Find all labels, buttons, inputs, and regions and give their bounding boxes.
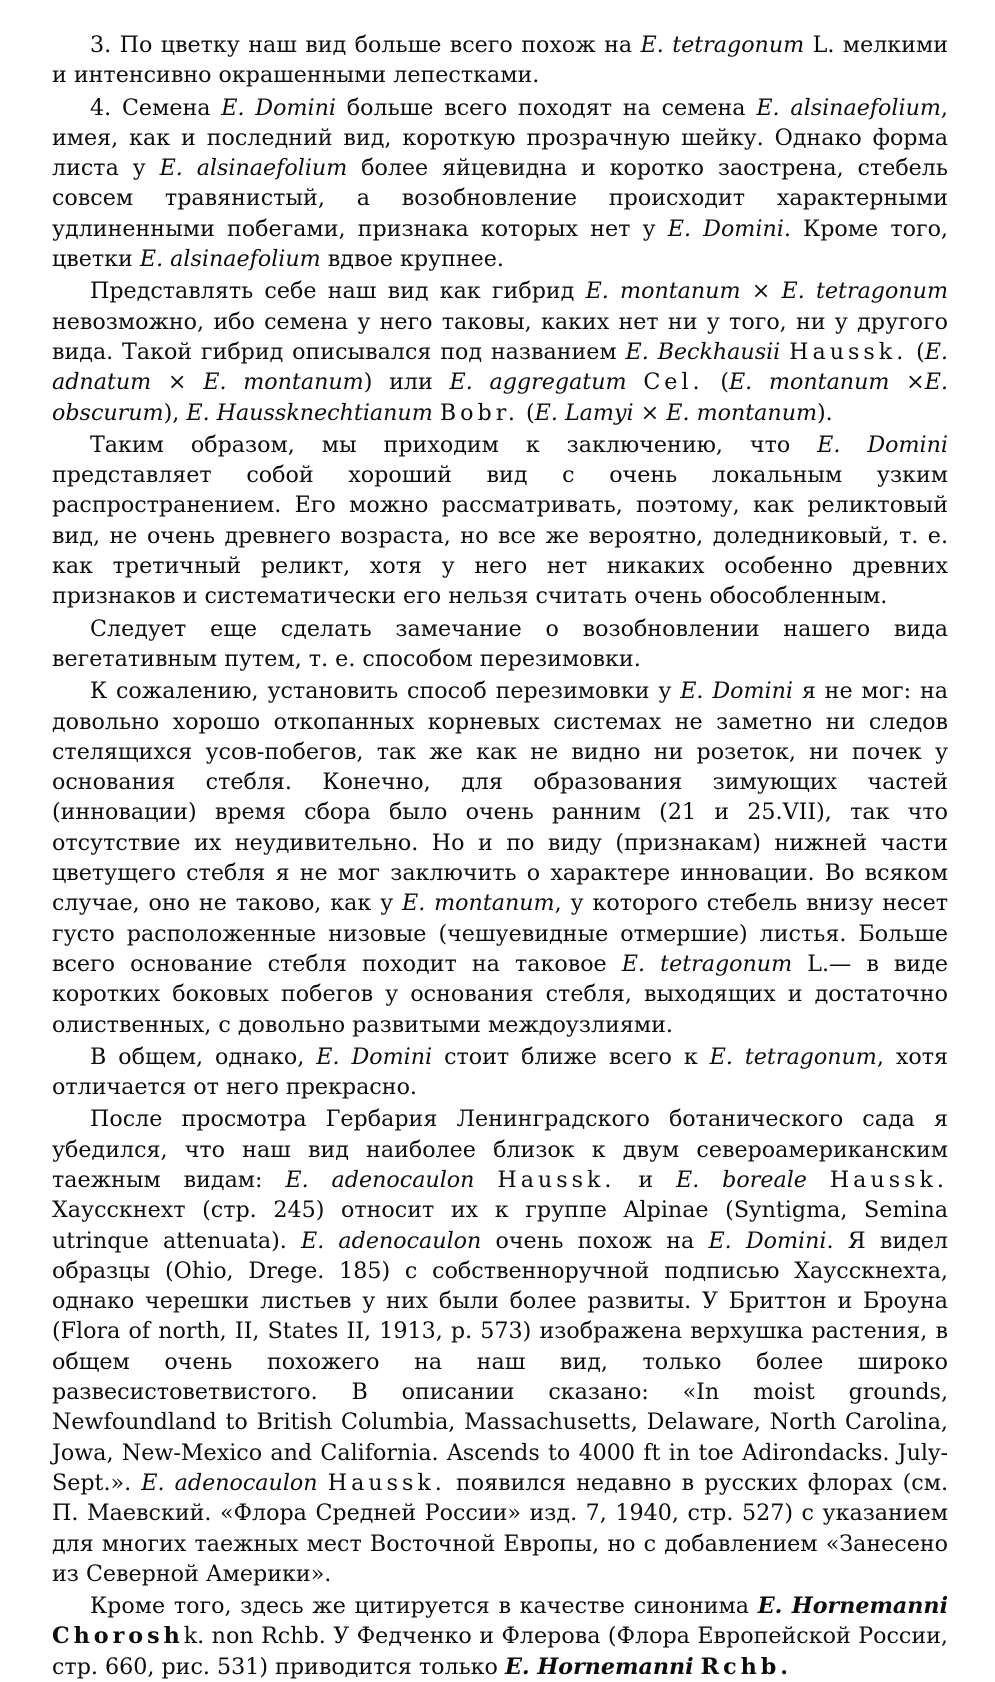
paragraph-8	[52, 1104, 948, 1589]
text-segment: E. adenocaulon	[301, 1227, 482, 1254]
text-segment: E. Hornemanni	[757, 1593, 948, 1620]
text-segment: E. montanum	[402, 890, 555, 917]
text-segment: появился недавно в русских флорах (см. П. Маевский. «Флора Средней России» изд. 7, 1940, стр. 527) с указанием для многих таежных мест Восточной Европы, но с добавлением «Занесено из Северной Америки».	[52, 1469, 948, 1587]
text-segment: Rchb.	[700, 1653, 792, 1680]
text-segment: К сожалению, установить способ перезимовки у	[90, 678, 681, 705]
text-segment	[694, 1654, 701, 1680]
text-segment: стоит ближе всего к	[432, 1043, 710, 1070]
text-segment: Следует еще сделать замечание о возобновлении нашего вида вегетативным путем, т. е. способом перезимовки.	[52, 615, 948, 672]
text-segment: Bobr.	[439, 399, 519, 426]
paragraph-6	[52, 676, 948, 1040]
text-segment: ),	[163, 399, 187, 426]
text-segment: ).	[817, 399, 833, 426]
text-segment: , у которого стебель внизу несет густо расположенные низовые (чешуевидные отмершие) листья. Больше всего основание стебля походит на таковое	[52, 890, 948, 977]
text-segment: , хотя отличается от него прекрасно.	[52, 1043, 949, 1101]
text-segment: Кроме того, здесь же цитируется в качестве синонима	[90, 1593, 758, 1620]
text-segment: очень похож на	[481, 1227, 709, 1254]
paragraph-3	[52, 276, 948, 427]
text-segment	[474, 1167, 497, 1193]
text-segment	[807, 1167, 830, 1193]
text-segment: L. мелкими и интенсивно окрашенными лепестками.	[52, 32, 948, 89]
paragraph-2	[52, 93, 948, 275]
text-segment: E. aggregatum	[449, 369, 627, 396]
text-segment: E. alsinaefolium	[139, 246, 321, 273]
text-segment: невозможно, ибо семена у него таковы, каких нет ни у того, ни у другого вида. Такой гибрид описывался под названием	[52, 308, 948, 365]
text-segment: E. tetragonum	[621, 950, 793, 977]
text-segment: Хаусскнехт (стр. 245) относит их к группе Alpinae (Syntigma, Semina utrinque attenuata).	[52, 1197, 948, 1254]
text-segment: и	[615, 1166, 677, 1193]
text-segment: E. alsinaefolium	[159, 155, 348, 182]
text-segment: E. Domini	[221, 94, 336, 121]
text-segment: E. Beckhausii	[625, 338, 781, 365]
paragraph-7	[52, 1042, 948, 1103]
document-page	[52, 30, 948, 1682]
text-segment: E. alsinaefolium	[756, 94, 941, 121]
paragraph-4	[52, 430, 948, 612]
paragraph-1	[52, 30, 948, 91]
text-segment: E. Domini	[680, 678, 793, 705]
text-segment: более яйцевидна и коротко заострена, стебель совсем травянистый, а возобновление происходит характерными удлиненными побегами, признака которых нет у	[52, 155, 948, 242]
text-segment: . Кроме того, цветки	[52, 215, 948, 273]
text-segment: E. adenocaulon	[141, 1469, 318, 1496]
text-segment: E. adenocaulon	[285, 1166, 475, 1193]
text-segment	[780, 339, 789, 365]
text-segment: E. adnatum × E. montanum	[52, 338, 948, 396]
text-segment: (	[703, 369, 729, 396]
text-segment: (	[518, 399, 535, 426]
text-segment: E. Domini	[316, 1043, 433, 1070]
text-segment: Cel.	[643, 369, 704, 396]
text-segment: E. Hausskneсhtianum	[186, 399, 433, 426]
text-segment: Chorosh	[52, 1623, 184, 1650]
text-segment: E. tetragonum	[640, 32, 805, 58]
text-segment: Таким образом, мы приходим к заключению, что	[90, 431, 818, 458]
text-segment: E. tetragonum	[709, 1043, 877, 1070]
text-segment: E. Domini	[708, 1227, 827, 1254]
text-segment: E. Domini	[817, 431, 948, 458]
paragraph-5	[52, 614, 948, 675]
text-segment: Haussk.	[327, 1469, 446, 1496]
text-segment: , имея, как и последний вид, короткую прозрачную шейку. Однако форма листа у	[52, 94, 948, 182]
text-segment: Haussk.	[789, 338, 908, 365]
text-segment: k. non Rchb. У Федченко и Флерова (Флора Европейской России, стр. 660, рис. 531) приводится только	[52, 1623, 948, 1680]
text-segment: L.— в виде коротких боковых побегов у основания стебля, выходящих и достаточно олиственных, с довольно развитыми междоузлиями.	[52, 950, 949, 1038]
text-segment: представляет собой хороший вид с очень локальным узким распространением. Его можно рассматривать, поэтому, как реликтовый вид, не очень древнего возраста, но все же вероятно, доледниковый, т. е. как третичный реликт, хотя у него нет никаких особенно древних признаков и систематически его нельзя считать очень обособленным.	[52, 462, 948, 610]
text-segment: больше всего походят на семена	[335, 94, 757, 121]
text-segment: E. Hornemanni	[504, 1653, 694, 1680]
text-segment: я не мог: на довольно хорошо откопанных корневых системах не заметно ни следов стелящихся усов-побегов, так же как не видно ни розеток, ни почек у основания стебля. Конечно, для образования зимующих частей (инновации) время сбора было очень ранним (21 и 25.VII), так что отсутствие их неудивительно. Но и по виду (признакам) нижней части цветущего стебля я не мог заключить о характере инновации. Во всяком случае, оно не таково, как у	[52, 678, 948, 917]
text-segment: E. boreale	[676, 1166, 807, 1193]
text-segment: E. montanum ×E. obscurum	[52, 369, 948, 426]
text-segment	[318, 1470, 328, 1496]
text-segment: 4. Семена	[90, 94, 222, 121]
text-segment	[627, 369, 644, 395]
text-segment: Haussk.	[829, 1166, 948, 1193]
text-segment: (	[907, 338, 925, 365]
paragraph-9	[52, 1591, 948, 1682]
text-segment: ) или	[363, 369, 450, 396]
text-segment: Haussk.	[497, 1166, 616, 1193]
text-segment: 3. По цветку наш вид больше всего похож на	[90, 32, 641, 58]
text-segment: После просмотра Гербария Ленинградского ботанического сада я убедился, что наш вид наиболее близок к двум североамериканским таежным видам:	[52, 1106, 948, 1193]
text-segment: E. Lamyi × E. montanum	[534, 399, 818, 426]
text-segment	[433, 400, 440, 426]
text-segment: Представлять себе наш вид как гибрид	[90, 278, 586, 305]
text-segment: вдвое крупнее.	[320, 246, 504, 273]
text-segment: В общем, однако,	[90, 1043, 317, 1070]
text-segment: . Я видел образцы (Ohio, Drege. 185) с собственноручной подписью Хаусскнехта, однако черешки листьев у них были более развиты. У Бриттон и Броуна (Flora of north, II, States II, 1913, p. 573) изображена верхушка растения, в общем очень похожего на наш вид, только более широко развесистоветвистого. В описании сказано: «In moist grounds, Newfoundland to British Columbia, Massachusetts, Delaware, North Carolina, Jowa, New-Mexico and California. Ascends to 4000 ft in toe Adirondacks. July-Sept.».	[52, 1227, 948, 1496]
text-segment: E. Domini	[667, 215, 784, 242]
text-segment: E. montanum × E. tetragonum	[585, 278, 948, 305]
